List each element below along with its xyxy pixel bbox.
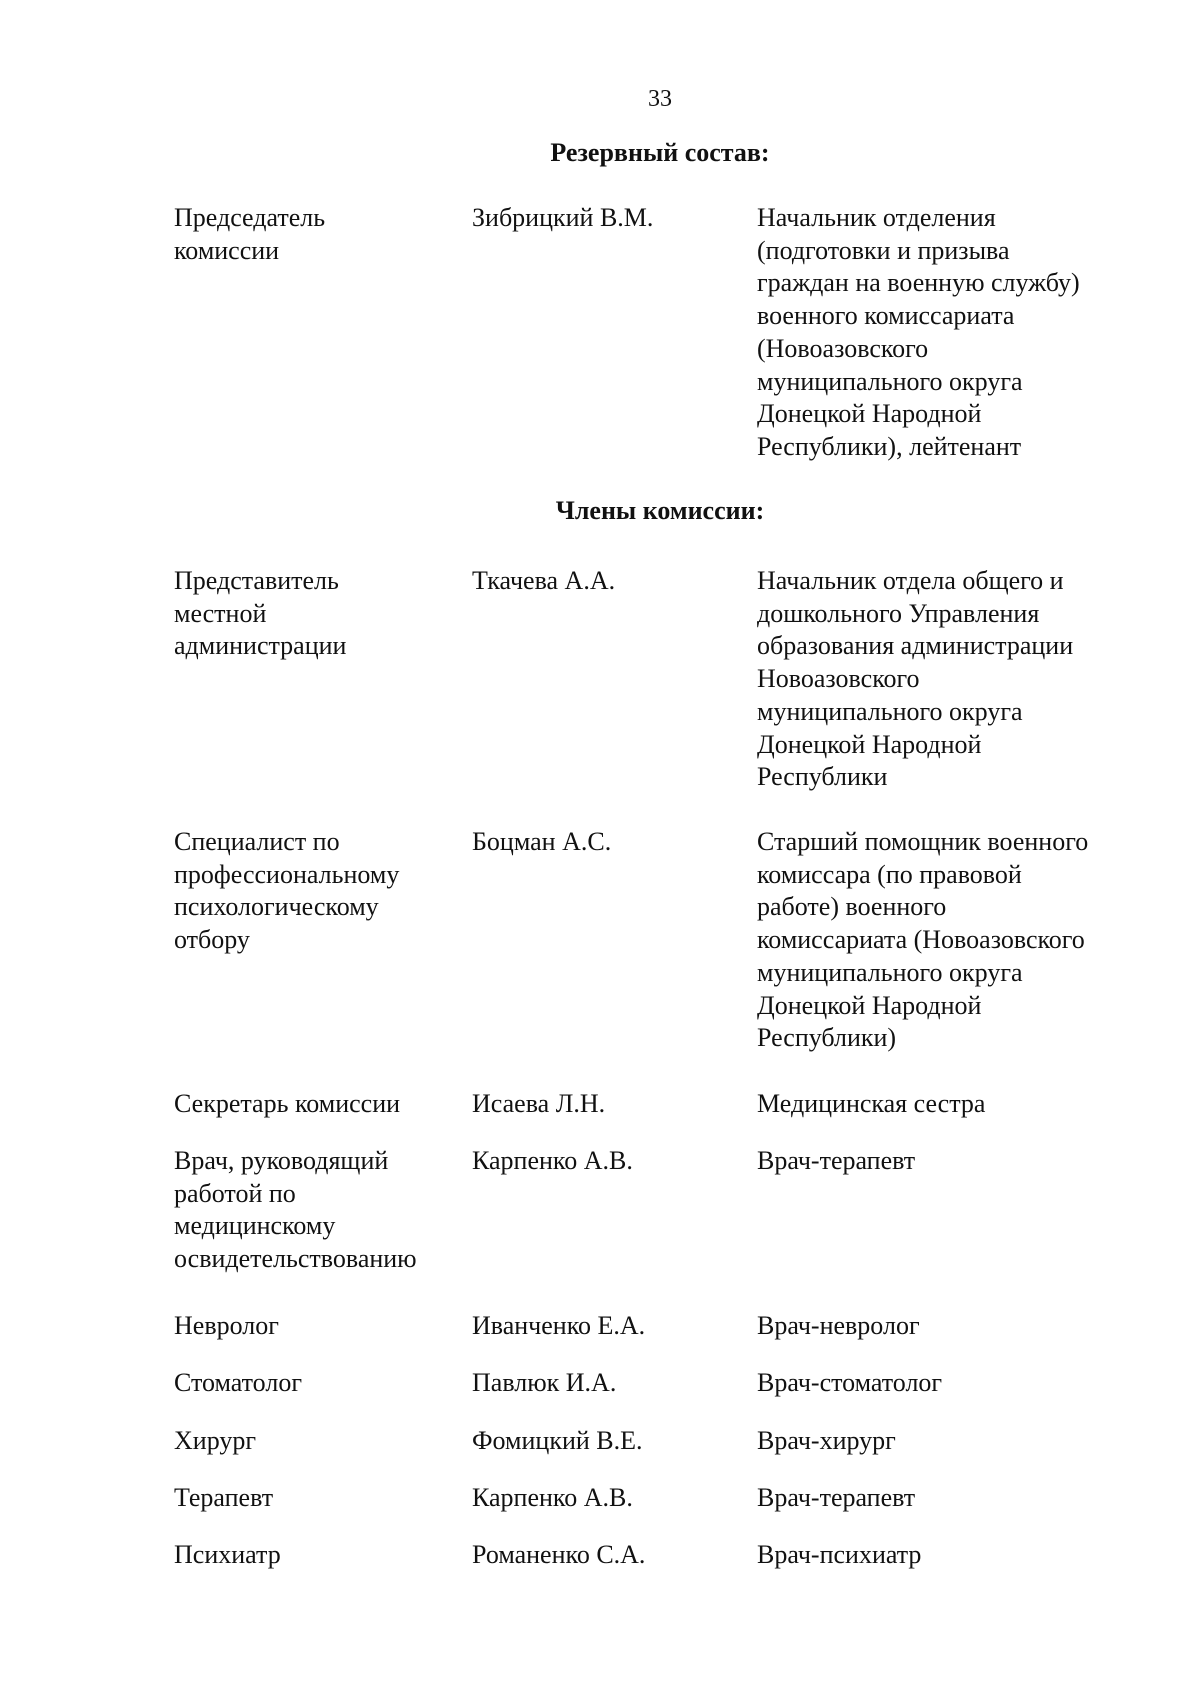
- name-cell: Карпенко А.В.: [472, 1483, 633, 1512]
- role-cell: Хирург: [174, 1426, 257, 1455]
- role-cell: Стоматолог: [174, 1368, 302, 1397]
- position-cell: Врач-хирург: [757, 1426, 896, 1455]
- role-cell: Представитель местной администрации: [174, 566, 347, 661]
- role-cell: Психиатр: [174, 1540, 281, 1569]
- role-cell: Врач, руководящий работой по медицинскому освидетельствованию: [174, 1146, 417, 1274]
- role-cell: Невролог: [174, 1311, 279, 1340]
- position-cell: Врач-терапевт: [757, 1146, 916, 1175]
- name-cell: Иванченко Е.А.: [472, 1311, 646, 1340]
- position-cell: Медицинская сестра: [757, 1089, 986, 1118]
- name-cell: Исаева Л.Н.: [472, 1089, 606, 1118]
- position-cell: Врач-терапевт: [757, 1483, 916, 1512]
- position-cell: Начальник отдела общего и дошкольного Управления образования администрации Новоазовского муниципального округа Донецкой Народной Республики: [757, 566, 1074, 792]
- position-cell: Начальник отделения (подготовки и призыва граждан на военную службу) военного комиссариата (Новоазовского муниципального округа Донецкой Народной Республики), лейтенант: [757, 203, 1080, 461]
- name-cell: Ткачева А.А.: [472, 566, 616, 595]
- name-cell: Павлюк И.А.: [472, 1368, 617, 1397]
- position-cell: Врач-психиатр: [757, 1540, 922, 1569]
- name-cell: Зибрицкий В.М.: [472, 203, 654, 232]
- name-cell: Боцман А.С.: [472, 827, 612, 856]
- name-cell: Фомицкий В.Е.: [472, 1426, 643, 1455]
- role-cell: Председатель комиссии: [174, 203, 326, 265]
- members-heading: Члены комиссии:: [555, 496, 765, 525]
- role-cell: Секретарь комиссии: [174, 1089, 401, 1118]
- position-cell: Врач-невролог: [757, 1311, 920, 1340]
- page-number: 33: [648, 86, 672, 112]
- name-cell: Романенко С.А.: [472, 1540, 646, 1569]
- reserve-heading: Резервный состав:: [550, 138, 770, 167]
- position-cell: Врач-стоматолог: [757, 1368, 943, 1397]
- position-cell: Старший помощник военного комиссара (по правовой работе) военного комиссариата (Новоазовского муниципального округа Донецкой Народной Республики): [757, 827, 1089, 1053]
- role-cell: Специалист по профессиональному психологическому отбору: [174, 827, 400, 955]
- name-cell: Карпенко А.В.: [472, 1146, 633, 1175]
- role-cell: Терапевт: [174, 1483, 274, 1512]
